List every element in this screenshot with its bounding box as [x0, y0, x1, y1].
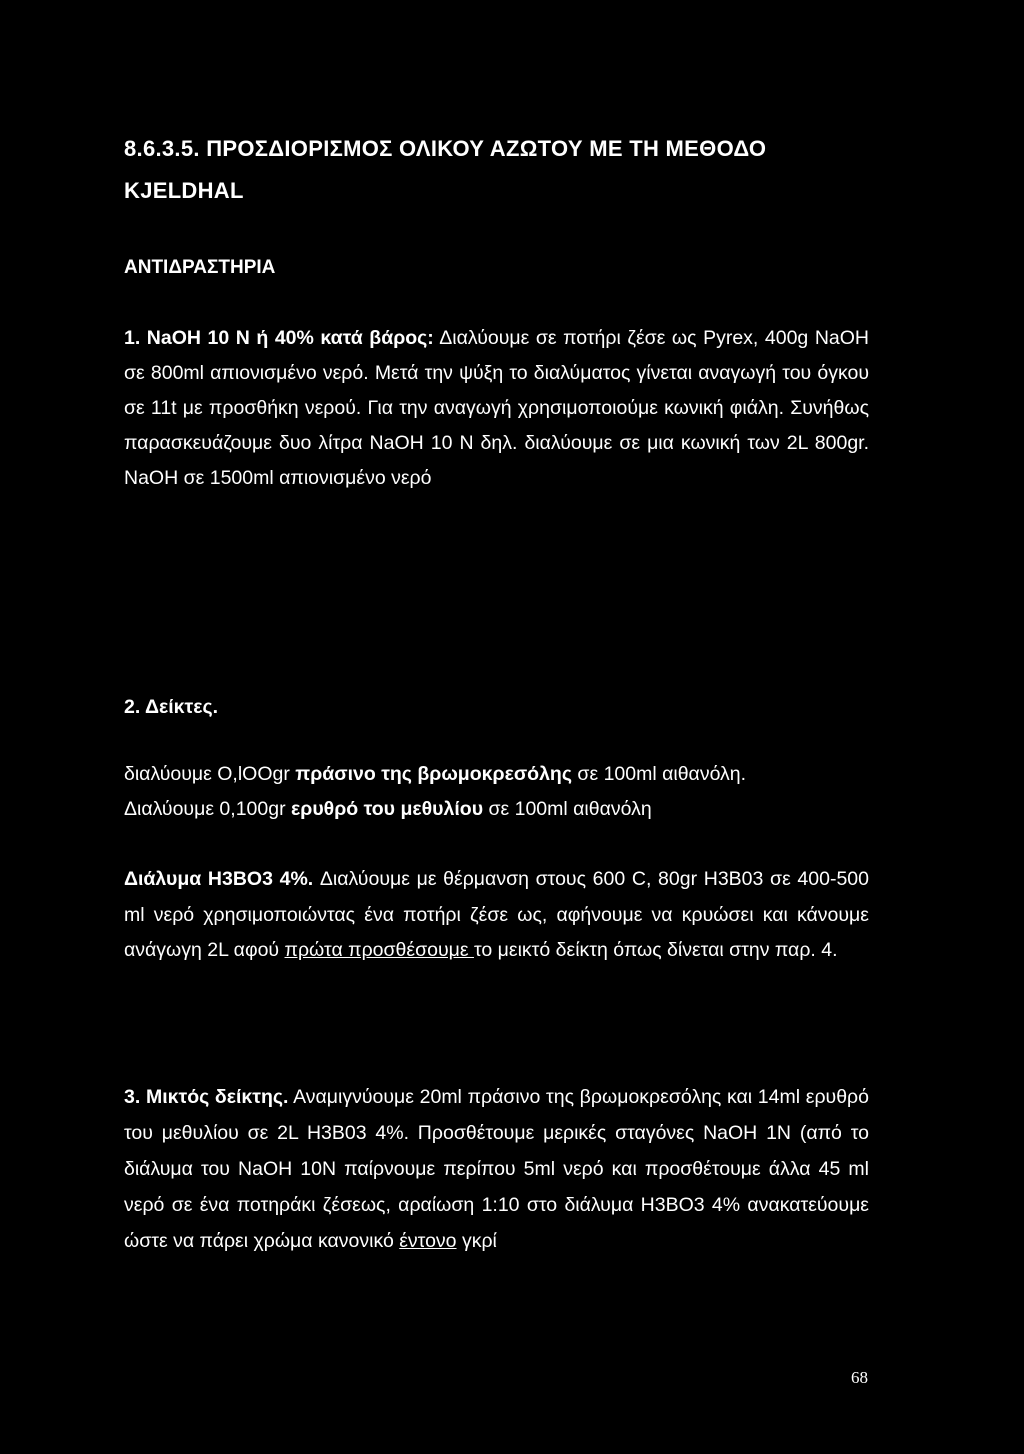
indicators-title	[124, 690, 869, 725]
mixed-text-underlined: έντονο	[399, 1230, 457, 1252]
indicator-line-2-b: ερυθρό του μεθυλίου	[291, 798, 484, 820]
indicator-line-1-c: σε 100ml αιθανόλη.	[572, 763, 747, 785]
indicator-line-2-c: σε 100ml αιθανόλη	[483, 798, 652, 820]
boric-text-underlined: πρώτα προσθέσουμε	[284, 939, 474, 961]
indicator-line-1-b: πράσινο της βρωμοκρεσόλης	[295, 763, 572, 785]
naoh-title: 1. NaOH 10 N ή 40% κατά βάρος:	[124, 327, 434, 349]
boric-text-a: Διαλύουμε με θέρμανση στους 600 C, 80gr H3B03 σε 400-500 ml νερό χρησιμοποιώντας ένα ποτήρι ζέσε ως, αφήνουμε να κρυώσει και κάνουμε ανάγωγη 2L αφού	[124, 868, 869, 961]
boric-title: Διάλυμα H3BO3 4%.	[124, 868, 314, 890]
indicator-line-2-a: Διαλύουμε 0,100gr	[124, 798, 291, 820]
mixed-text-b: γκρί	[456, 1230, 497, 1252]
page-number: 68	[851, 1368, 868, 1387]
naoh-paragraph	[124, 321, 869, 496]
mixed-text-a: Αναμιγνύουμε 20ml πράσινο της βρωμοκρεσόλης και 14ml ερυθρό του μεθυλίου σε 2L H3B03 4%. Προσθέτουμε μερικές σταγόνες NaOH 1N (από το διάλυμα του NaOH 10N παίρνουμε περίπου 5ml νερό και προσθέτουμε άλλα 45 ml νερό σε ένα ποτηράκι ζέσεως, αραίωση 1:10 στο διάλυμα H3BO3 4% ανακατεύουμε ώστε να πάρει χρώμα κανονικό	[124, 1086, 869, 1252]
indicator-line-1-a: διαλύουμε O,lOOgr	[124, 763, 296, 785]
indicators-paragraph	[124, 757, 869, 827]
indicator-line-1	[124, 757, 869, 792]
mixed-number: 3.	[124, 1086, 146, 1108]
mixed-indicator-paragraph	[124, 1079, 869, 1259]
naoh-text: Διαλύουμε σε ποτήρι ζέσε ως Pyrex, 400g NaOH σε 800ml απιονισμένο νερό. Μετά την ψύξη το διαλύματος γίνεται αναγωγή του όγκου σε 11t με προσθήκη νερού. Για την αναγωγή χρησιμοποιούμε κωνική φιάλη. Συνήθως παρασκευάζουμε δυο λίτρα NaOH 10 N δηλ. διαλύουμε σε μια κωνική των 2L 800gr. NaOH σε 1500ml απιονισμένο νερό	[124, 327, 869, 489]
boric-text-b: το μεικτό δείκτη όπως δίνεται στην παρ. 4.	[473, 939, 838, 961]
boric-paragraph	[124, 862, 869, 969]
reagents-label: ΑΝΤΙΔΡΑΣΤΗΡΙΑ	[124, 257, 276, 278]
mixed-title: Μικτός δείκτης.	[145, 1086, 289, 1108]
indicators-heading: 2. Δείκτες.	[124, 696, 219, 718]
indicator-line-2	[124, 792, 869, 827]
section-heading: 8.6.3.5. ΠΡΟΣΔΙΟΡΙΣΜΟΣ ΟΛΙΚΟΥ ΑΖΩΤΟΥ ΜΕ ΤΗ ΜΕΘΟΔΟ KJELDHAL	[124, 136, 767, 203]
